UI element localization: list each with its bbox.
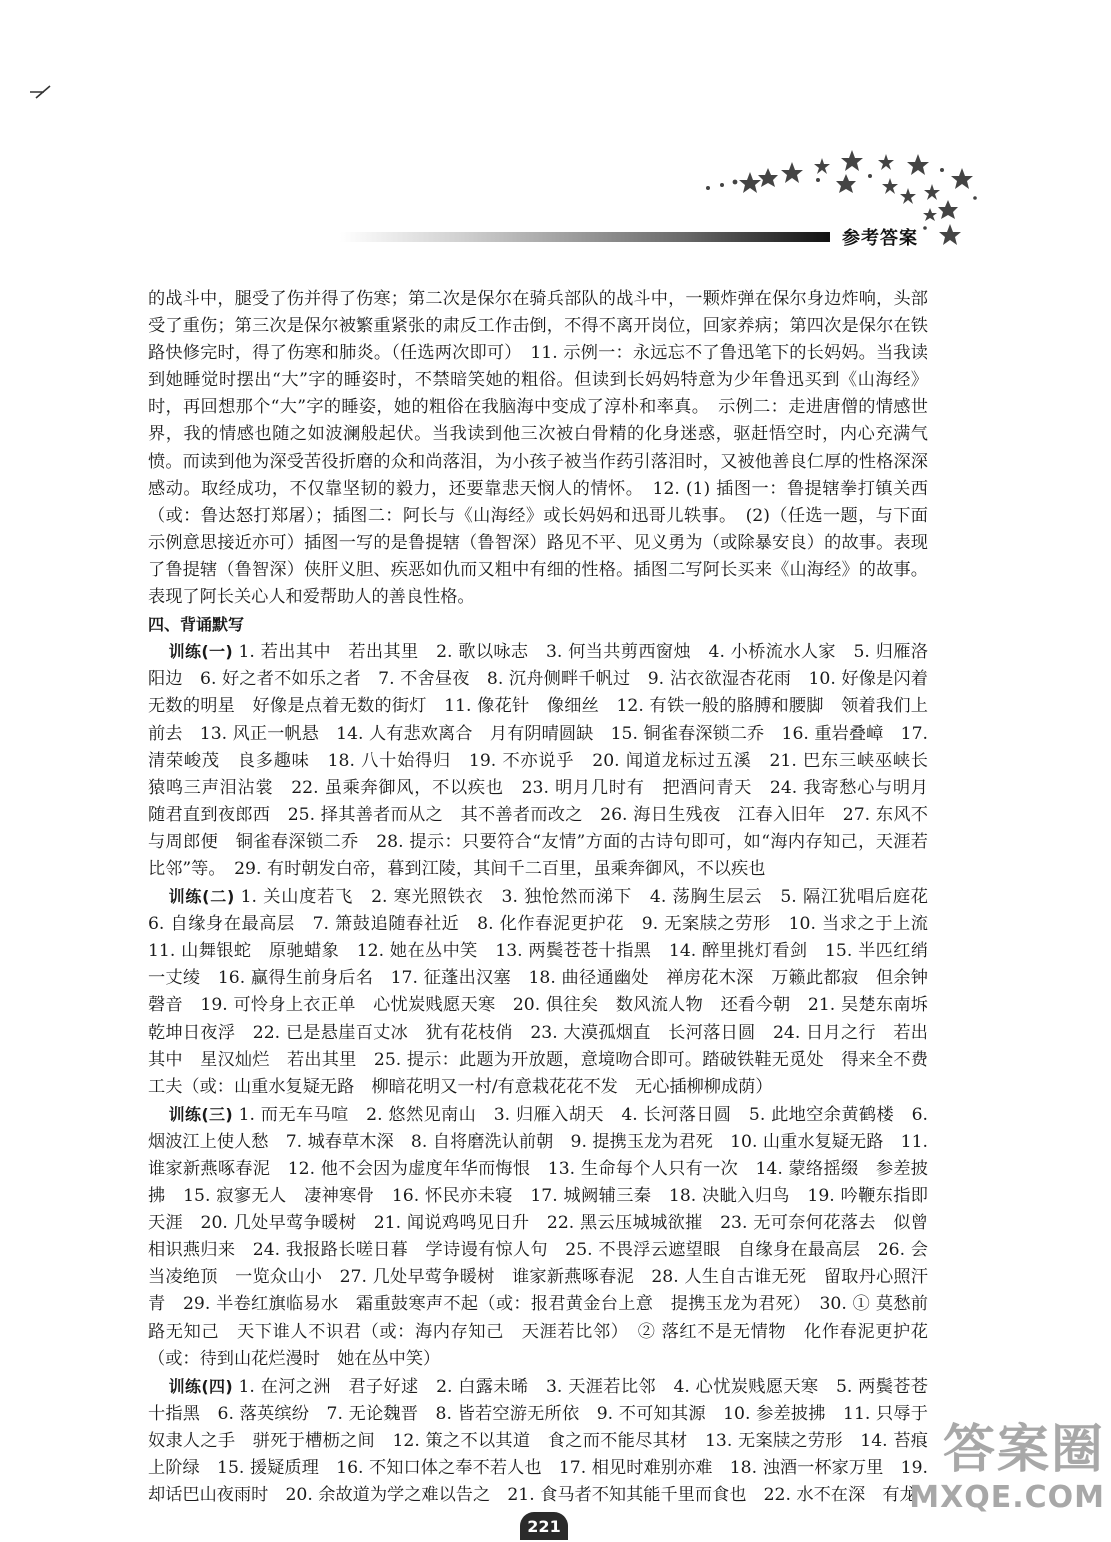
- training-block-1: [148, 638, 946, 883]
- training-label: 训练(二): [168, 887, 235, 907]
- corner-crop-mark: [28, 78, 54, 102]
- watermark-logo: [905, 1420, 1105, 1538]
- watermark-text-cn: 答案圈: [942, 1420, 1105, 1480]
- training-label: 训练(一): [168, 642, 233, 662]
- training-label: 训练(四): [168, 1376, 233, 1396]
- training-answers: 1. 关山度若飞 2. 寒光照铁衣 3. 独怆然而涕下 4. 荡胸生层云 5. 隔江犹唱后庭花 6. 自缘身在最高层 7. 箫鼓追随春社近 8. 化作春泥更护花 9. 无案牍之劳形 10. 当求之于上流 11. 山舞银蛇 原驰蜡象 12. 她在丛中笑 13. 两鬓苍苍十指黑 14. 醉里挑灯看剑 15. 半匹红绡一丈绫 16. 赢得生前身后名 17. 征蓬出汉塞 18. 曲径通幽处 禅房花木深 万籁此都寂 但余钟磬音 19. 可怜身上衣正单 心忧炭贱愿天寒 20. 俱往矣 数风流人物 还看今朝 21. 吴楚东南坼 乾坤日夜浮 22. 已是悬崖百丈冰 犹有花枝俏 23. 大漠孤烟直 长河落日圆 24. 日月之行 若出其中 星汉灿烂 若出其里 25. 提示：此题为开放题，意境吻合即可。踏破铁鞋无觅处 得来全不费工夫（或：山重水复疑无路 柳暗花明又一村/有意栽花花不发 无心插柳柳成荫）: [148, 887, 946, 1097]
- training-answers: 1. 若出其中 若出其里 2. 歌以咏志 3. 何当共剪西窗烛 4. 小桥流水人家 5. 归雁洛阳边 6. 好之者不如乐之者 7. 不舍昼夜 8. 沉舟侧畔千帆过 9. 沾衣欲湿杏花雨 10. 好像是闪着无数的明星 好像是点着无数的街灯 11. 像花针 像细丝 12. 有铁一般的胳膊和腰脚 领着我们上前去 13. 风正一帆悬 14. 人有悲欢离合 月有阴晴圆缺 15. 铜雀春深锁二乔 16. 重岩叠嶂 17. 清荣峻茂 良多趣味 18. 八十始得归 19. 不亦说乎 20. 闻道龙标过五溪 21. 巴东三峡巫峡长 猿鸣三声泪沾裳 22. 虽乘奔御风，不以疾也 23. 明月几时有 把酒问青天 24. 我寄愁心与明月 随君直到夜郎西 25. 择其善者而从之 其不善者而改之 26. 海日生残夜 江春入旧年 27. 东风不与周郎便 铜雀春深锁二乔 28. 提示：只要符合“友情”方面的古诗句即可，如“海内存知己，天涯若比邻”等。 29. 有时朝发白帝，暮到江陵，其间千二百里，虽乘奔御风，不以疾也: [148, 642, 946, 879]
- training-block-2: [148, 883, 946, 1101]
- section-title: 四、背诵默写: [148, 615, 245, 635]
- answer-content: [148, 286, 946, 1509]
- header-gradient-bar: [340, 232, 830, 242]
- page-header-title: 参考答案: [842, 228, 918, 249]
- training-answers: 1. 在河之洲 君子好逑 2. 白露未晞 3. 天涯若比邻 4. 心忧炭贱愿天寒 5. 两鬓苍苍十指黑 6. 落英缤纷 7. 无论魏晋 8. 皆若空游无所依 9. 不可知其源 10. 参差披拂 11. 只辱于奴隶人之手 骈死于槽枥之间 12. 策之不以其道 食之而不能尽其材 13. 无案牍之劳形 14. 苔痕上阶绿 15. 援疑质理 16. 不知口体之奉不若人也 17. 相见时难别亦难 18. 浊酒一杯家万里 19. 却话巴山夜雨时 20. 余故道为学之难以告之 21. 食马者不知其能千里而食也 22. 水不在深 有龙: [148, 1376, 928, 1506]
- page-number: 221: [520, 1512, 568, 1540]
- training-block-4: [148, 1373, 928, 1509]
- watermark-text-en: MXQE.COM: [909, 1480, 1105, 1515]
- training-block-3: [148, 1101, 928, 1373]
- training-label: 训练(三): [168, 1104, 233, 1124]
- reading-answers-paragraph: 的战斗中，腿受了伤并得了伤寒；第二次是保尔在骑兵部队的战斗中，一颗炸弹在保尔身边炸响，头部受了重伤；第三次是保尔被繁重紧张的肃反工作击倒，不得不离开岗位，回家养病；第四次是保尔在铁路快修完时，得了伤寒和肺炎。（任选两次即可） 11. 示例一：永远忘不了鲁迅笔下的长妈妈。当我读到她睡觉时摆出“大”字的睡姿时，不禁暗笑她的粗俗。但读到长妈妈特意为少年鲁迅买到《山海经》时，再回想那个“大”字的睡姿，她的粗俗在我脑海中变成了淳朴和率真。 示例二：走进唐僧的情感世界，我的情感也随之如波澜般起伏。当我读到他三次被白骨精的化身迷惑，驱赶悟空时，内心充满气愤。而读到他为深受苦役折磨的众和尚落泪，为小孩子被当作药引落泪时，又被他善良仁厚的性格深深感动。取经成功，不仅靠坚韧的毅力，还要靠悲天悯人的情怀。 12. (1) 插图一：鲁提辖拳打镇关西（或：鲁达怒打郑屠）；插图二：阿长与《山海经》或长妈妈和迅哥儿轶事。 (2)（任选一题，与下面示例意思接近亦可）插图一写的是鲁提辖（鲁智深）路见不平、见义勇为（或除暴安良）的故事。表现了鲁提辖（鲁智深）侠肝义胆、疾恶如仇而又粗中有细的性格。插图二写阿长买来《山海经》的故事。表现了阿长关心人和爱帮助人的善良性格。: [148, 289, 928, 608]
- training-answers: 1. 而无车马喧 2. 悠然见南山 3. 归雁入胡天 4. 长河落日圆 5. 此地空余黄鹤楼 6. 烟波江上使人愁 7. 城春草木深 8. 自将磨洗认前朝 9. 提携玉龙为君死 10. 山重水复疑无路 11. 谁家新燕啄春泥 12. 他不会因为虚度年华而悔恨 13. 生命每个人只有一次 14. 蒙络摇缀 参差披拂 15. 寂寥无人 凄神寒骨 16. 怀民亦未寝 17. 城阙辅三秦 18. 决眦入归鸟 19. 吟鞭东指即天涯 20. 几处早莺争暖树 21. 闻说鸡鸣见日升 22. 黑云压城城欲摧 23. 无可奈何花落去 似曾相识燕归来 24. 我报路长嗟日暮 学诗谩有惊人句 25. 不畏浮云遮望眼 自缘身在最高层 26. 会当凌绝顶 一览众山小 27. 几处早莺争暖树 谁家新燕啄春泥 28. 人生自古谁无死 留取丹心照汗青 29. 半卷红旗临易水 霜重鼓寒声不起（或：报君黄金台上意 提携玉龙为君死） 30. ① 莫愁前路无知己 天下谁人不识君（或：海内存知己 天涯若比邻） ② 落红不是无情物 化作春泥更护花（或：待到山花烂漫时 她在丛中笑）: [148, 1104, 928, 1369]
